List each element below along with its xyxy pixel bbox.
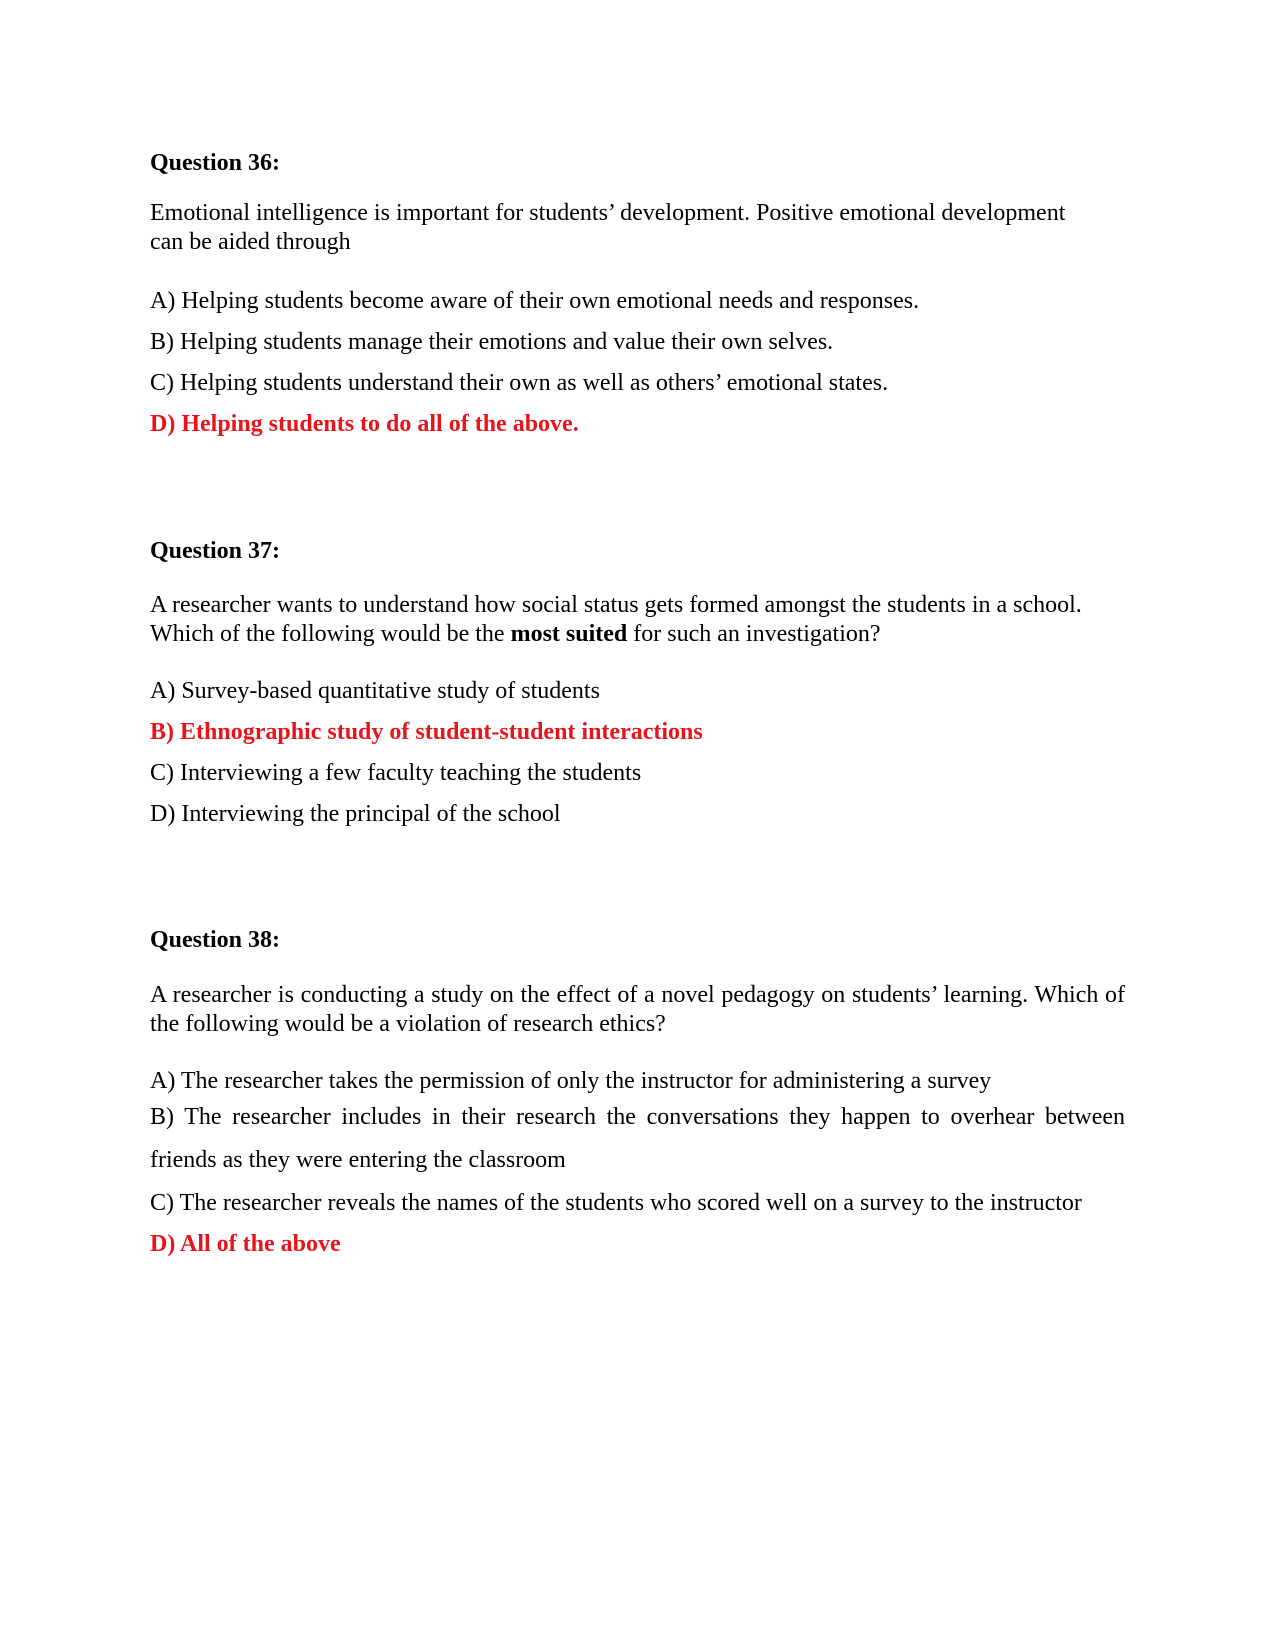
option-d-correct: D) Helping students to do all of the above. [150,411,579,437]
question-title: Question 36: [150,150,281,176]
question-36 [150,148,1125,439]
option-b: B) Helping students manage their emotions and value their own selves. [150,329,834,355]
stem-text: A researcher wants to understand how social status gets formed amongst the students in a school. Which of the following would be the [150,592,1082,647]
stem-emphasis: most suited [510,621,628,647]
question-stem: A researcher is conducting a study on the effect of a novel pedagogy on students’ learning. Which of the following would be a violation of research ethics? [150,982,1125,1037]
question-38 [150,925,1125,1259]
option-a: A) The researcher takes the permission of only the instructor for administering a survey [150,1068,992,1094]
option-c: C) The researcher reveals the names of the students who scored well on a survey to the instructor [150,1190,1082,1216]
stem-text: for such an investigation? [627,621,881,647]
option-d: D) Interviewing the principal of the school [150,801,561,827]
option-b-correct: B) Ethnographic study of student-student interactions [150,719,703,745]
question-title: Question 37: [150,538,281,564]
option-d-correct: D) All of the above [150,1231,341,1257]
question-stem [150,591,1125,649]
question-stem: Emotional intelligence is important for students’ development. Positive emotional development can be aided through [150,200,1066,255]
question-title: Question 38: [150,927,281,953]
option-b: B) The researcher includes in their research the conversations they happen to overhear between friends as they were entering the classroom [150,1104,1125,1173]
option-a: A) Survey-based quantitative study of students [150,678,600,704]
option-c: C) Helping students understand their own as well as others’ emotional states. [150,370,889,396]
option-c: C) Interviewing a few faculty teaching the students [150,760,642,786]
option-a: A) Helping students become aware of their own emotional needs and responses. [150,288,920,314]
question-37 [150,536,1125,829]
